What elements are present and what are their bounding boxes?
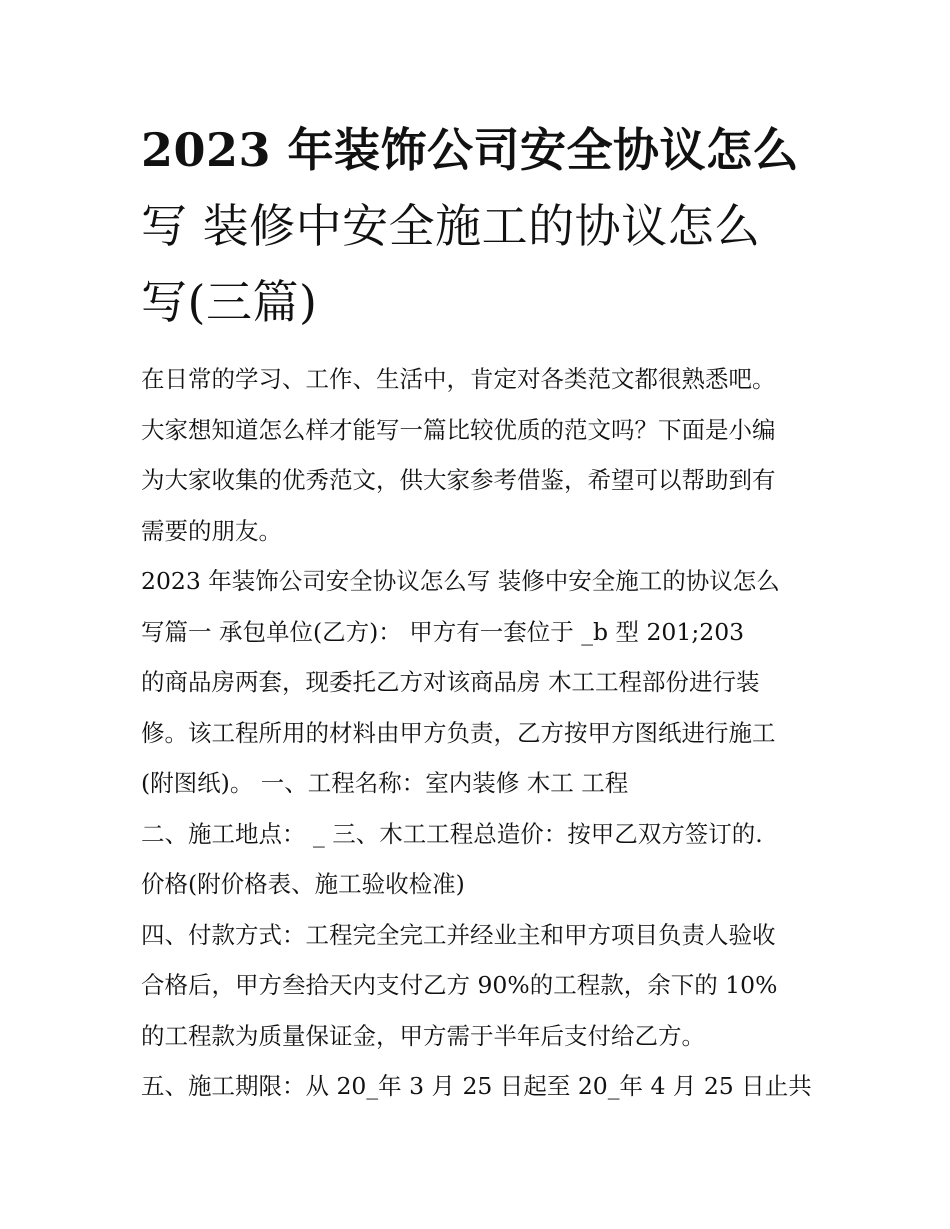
title-line-3: 写(三篇) (141, 275, 318, 329)
body-line: 为大家收集的优秀范文，供大家参考借鉴，希望可以帮助到有 (141, 466, 776, 494)
body-line: 合格后，甲方叁拾天内支付乙方 90%的工程款，余下的 10% (141, 971, 778, 999)
body-line: 的工程款为质量保证金，甲方需于半年后支付给乙方。 (141, 1021, 705, 1050)
body-line: 五、施工期限：从 20_年 3 月 25 日起至 20_年 4 月 25 日止共 (141, 1072, 812, 1100)
body-line: 2023 年装饰公司安全协议怎么写 装修中安全施工的协议怎么 (141, 567, 780, 595)
title-line-2: 写 装修中安全施工的协议怎么 (141, 199, 761, 253)
body-line: 大家想知道怎么样才能写一篇比较优质的范文吗？下面是小编 (141, 415, 776, 444)
document-title (141, 112, 813, 340)
document-page (141, 112, 813, 1112)
body-line: 在日常的学习、工作、生活中，肯定对各类范文都很熟悉吧。 (141, 365, 776, 393)
body-line: 的商品房两套，现委托乙方对该商品房 木工工程部份进行装 (141, 668, 760, 696)
body-line: 写篇一 承包单位(乙方)： 甲方有一套位于 _b 型 201;203 (141, 617, 745, 646)
body-line: 四、付款方式：工程完全完工并经业主和甲方项目负责人验收 (141, 920, 776, 949)
title-line-1: 2023 年装饰公司安全协议怎么 (141, 123, 800, 177)
body-line: 二、施工地点： _ 三、木工工程总造价：按甲乙双方签订的. (141, 819, 763, 848)
body-line: (附图纸)。 一、工程名称：室内装修 木工 工程 (141, 769, 629, 797)
body-line: 修。该工程所用的材料由甲方负责，乙方按甲方图纸进行施工 (141, 718, 776, 747)
document-body (141, 354, 813, 1112)
body-line: 价格(附价格表、施工验收检准) (141, 870, 465, 898)
body-line: 需要的朋友。 (141, 516, 282, 545)
